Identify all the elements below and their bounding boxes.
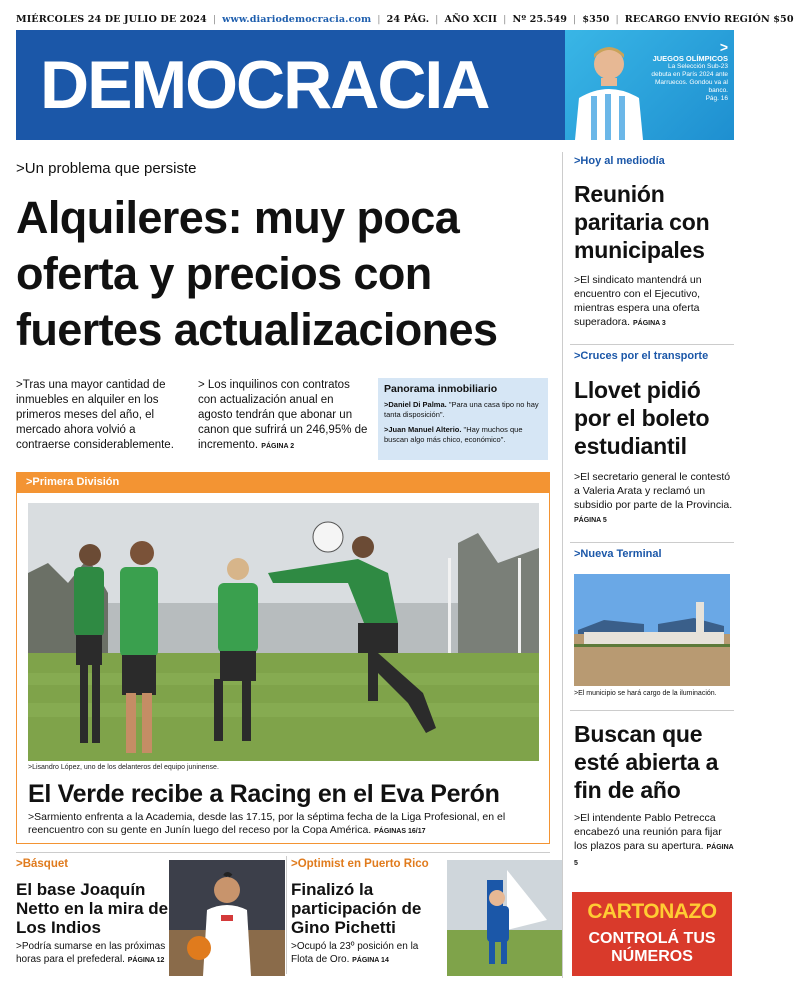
- primera-page-ref: PÁGINAS 16/17: [374, 827, 426, 835]
- photo-caption: >Lisandro López, uno de los delanteros del equipo juninense.: [28, 764, 219, 771]
- optimist-summary: [291, 940, 441, 967]
- primera-summary-text: >Sarmiento enfrenta a la Academia, desde las 17.15, por la séptima fecha de la Liga Profesional, en el reencuentro con su gente en Junín luego del receso por la Copa América.: [28, 811, 506, 836]
- panorama-entry-quote: "Para una casa tipo no hay tanta disposición".: [384, 400, 539, 419]
- basquet-summary-text: >Podría sumarse en las próximas horas para el prefederal.: [16, 941, 166, 965]
- boleto-headline[interactable]: Llovet pidió por el boleto estudiantil: [574, 377, 710, 459]
- issue-price: $350: [582, 14, 610, 25]
- sailor-icon: [447, 860, 563, 976]
- divider: [562, 152, 563, 978]
- issue-date: MIÉRCOLES 24 DE JULIO DE 2024: [16, 14, 207, 25]
- newspaper-logo: DEMOCRACIA: [40, 47, 489, 123]
- bus-terminal-icon: [574, 574, 730, 686]
- panorama-entry-quote: "Hay muchos que buscan algo más chico, económico".: [384, 425, 523, 444]
- primera-summary: [28, 811, 543, 838]
- main-summary-2: [198, 378, 368, 454]
- primera-headline[interactable]: El Verde recibe a Racing en el Eva Perón: [28, 780, 500, 808]
- basketball-player-photo: [167, 858, 283, 974]
- divider: [16, 852, 550, 853]
- main-headline[interactable]: Alquileres: muy poca oferta y precios con fuertes actualizaciones: [16, 192, 498, 355]
- optimist-header: >Optimist en Puerto Rico: [291, 858, 429, 870]
- paritaria-page-ref: PÁGINA 3: [632, 320, 666, 327]
- dateline-bar: MIÉRCOLES 24 DE JULIO DE 2024 | www.diariodemocracia.com | 24 PÁG. | AÑO XCII | Nº 25.549 | $350 | RECARGO ENVÍO REGIÓN $50: [16, 14, 794, 25]
- divider: [570, 542, 734, 543]
- terminal-caption: >El municipio se hará cargo de la iluminación.: [574, 690, 717, 697]
- paritaria-summary: [574, 273, 734, 331]
- primera-division-header: >Primera División: [16, 472, 550, 493]
- basquet-page-ref: PÁGINA 12: [127, 957, 165, 964]
- basquet-summary: [16, 940, 176, 967]
- cartonazo-ad[interactable]: [572, 892, 732, 976]
- olympics-promo[interactable]: [565, 30, 734, 140]
- issue-year: AÑO XCII: [444, 14, 498, 25]
- boleto-summary-text: >El secretario general le contestó a Valeria Arata y reclamó un subsidio por parte de la Provincia.: [574, 471, 733, 511]
- transporte-header: >Cruces por el transporte: [574, 350, 709, 362]
- panorama-entry: [384, 400, 542, 419]
- terminal-summary: [574, 811, 734, 871]
- panorama-title: Panorama inmobiliario: [384, 383, 498, 395]
- panorama-entry-name: >Juan Manuel Alterio.: [384, 425, 462, 434]
- divider: [570, 344, 734, 345]
- terminal-summary-text: >El intendente Pablo Petrecca encabezó una reunión para fijar los plazos para su apertura.: [574, 812, 722, 852]
- panorama-box: [378, 378, 548, 460]
- main-page-ref: PÁGINA 2: [261, 443, 295, 450]
- terminal-photo: [574, 574, 730, 686]
- terminal-headline[interactable]: Buscan que esté abierta a fin de año: [574, 721, 719, 803]
- ad-brand: CARTONAZO: [587, 900, 717, 923]
- terminal-page-ref: PÁGINA 5: [574, 844, 734, 867]
- paritaria-headline[interactable]: Reunión paritaria con municipales: [574, 181, 710, 263]
- training-photo: [28, 503, 539, 761]
- player-photo-icon: [569, 38, 649, 140]
- panorama-entry: [384, 425, 542, 444]
- main-summary-2-text: > Los inquilinos con contratos con actualización anual en agosto tendrán que abonar un canon que sufrirá un 246,95% de incremento.: [198, 379, 368, 451]
- promo-text: La Selección Sub-23 debuta en París 2024 ante Marruecos. Gondou va al banco.: [651, 63, 728, 94]
- panorama-entry-name: >Daniel Di Palma.: [384, 400, 447, 409]
- optimist-summary-text: >Ocupó la 23º posición en la Flota de Oro.: [291, 941, 419, 965]
- promo-arrow: >: [719, 39, 728, 55]
- website-link[interactable]: www.diariodemocracia.com: [222, 14, 372, 25]
- divider: [570, 710, 734, 711]
- paritaria-header: >Hoy al mediodía: [574, 155, 665, 167]
- terminal-header: >Nueva Terminal: [574, 548, 662, 560]
- optimist-page-ref: PÁGINA 14: [352, 957, 389, 964]
- basquet-header: >Básquet: [16, 858, 69, 870]
- boleto-summary: [574, 470, 734, 528]
- ad-slogan: CONTROLÁ TUS NÚMEROS: [588, 930, 716, 965]
- issue-number: Nº 25.549: [512, 14, 567, 25]
- divider: [286, 856, 287, 974]
- main-kicker: >Un problema que persiste: [16, 160, 197, 177]
- football-training-icon: [28, 503, 539, 761]
- paritaria-summary-text: >El sindicato mantendrá un encuentro con el Ejecutivo, mientras espera una oferta superadora.: [574, 274, 702, 328]
- boleto-page-ref: PÁGINA 5: [574, 517, 607, 524]
- promo-page: Pág. 16: [705, 95, 728, 102]
- promo-tag: JUEGOS OLÍMPICOS: [652, 54, 728, 63]
- sailor-photo: [445, 858, 561, 974]
- basketball-player-icon: [169, 860, 285, 976]
- basquet-headline[interactable]: El base Joaquín Netto en la mira de Los Indios: [16, 880, 169, 937]
- page-count: 24 PÁG.: [386, 14, 430, 25]
- optimist-headline[interactable]: Finalizó la participación de Gino Pichetti: [291, 880, 422, 937]
- shipping-surcharge: RECARGO ENVÍO REGIÓN $50: [624, 14, 794, 25]
- main-summary-1: >Tras una mayor cantidad de inmuebles en alquiler en los primeros meses del año, el mercado ahora volvió a contraerse considerablemente.: [16, 379, 174, 451]
